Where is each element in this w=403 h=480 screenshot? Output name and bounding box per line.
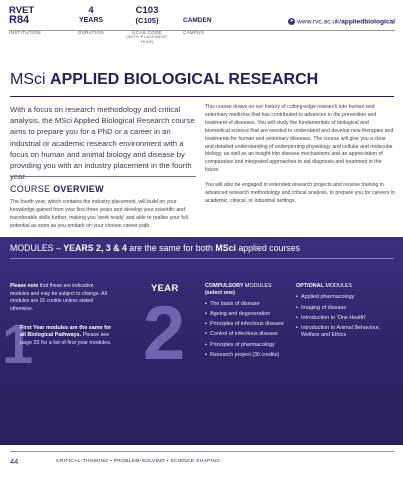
modules-heading-dash: – xyxy=(53,243,64,253)
list-item: • Introduction to 'One Health' xyxy=(296,315,396,322)
modules-heading xyxy=(10,243,300,253)
course-info-strip xyxy=(9,6,395,42)
ucas-code-sub: (WITH PLACEMENT YEAR) xyxy=(126,35,168,44)
list-item: • Introduction to Animal Behaviour, Welfare and Ethics xyxy=(296,325,396,340)
duration-unit: YEARS xyxy=(78,17,104,24)
overview-text: The fourth year, which contains the industry placement, will build on your knowledge gained from your first three years and develop your scientific and transferable skills further, making you 'work ready' and able to realise your full potential as soon as you embark on your chosen career path. xyxy=(10,199,188,229)
arrow-icon: ➤ xyxy=(289,18,294,24)
modules-heading-end: applied courses xyxy=(235,243,300,253)
overview-heading-prefix: COURSE xyxy=(10,184,51,194)
ucas-code-cell xyxy=(119,6,175,45)
compulsory-heading-bold: COMPULSORY xyxy=(205,283,244,289)
footer-divider xyxy=(10,451,394,452)
list-item: • Principles of infectious disease xyxy=(205,321,290,328)
overview-heading-bold: OVERVIEW xyxy=(53,184,104,194)
title-main: APPLIED BIOLOGICAL RESEARCH xyxy=(50,71,319,88)
right-paragraph-1: This course draws on our history of cutting-edge research into human and veterinary medicine that has contributed to advances in the prevention and treatment of diseases. You will study the fundamentals of biological and biomedical science that are needed to understand and develop new therapies and treatments for human and veterinary diseases. The course will give you a clear and detailed understanding of underpinning physiology and cellular and molecular biology, as well as an insight into disease mechanisms and an appreciation of comparative and integrated approaches to aid diagnosis and treatment in the future. xyxy=(205,104,394,174)
page-title xyxy=(10,71,318,89)
ucas-code: C103 xyxy=(135,5,159,16)
intro-paragraph: With a focus on research methodology and critical analysis, the MSci Applied Biological Research course aims to prepare you for a PhD or a career in an industrial or academic research environment with a focus on human and animal biology and disease by providing you with an industry placement in the fourth year. xyxy=(10,105,195,182)
list-item: • Control of infectious disease xyxy=(205,331,290,338)
title-divider xyxy=(10,96,394,97)
year-label: YEAR xyxy=(151,283,179,294)
duration-label: DURATION xyxy=(78,30,104,35)
compulsory-heading xyxy=(205,283,290,290)
list-item: • Principles of pharmacology xyxy=(205,342,290,349)
modules-heading-msci: MSci xyxy=(215,243,236,253)
list-item: • Imaging of disease xyxy=(296,305,396,312)
year-two-numeral: 2 xyxy=(143,291,186,376)
modules-heading-prefix: MODULES xyxy=(10,243,54,253)
website-link[interactable] xyxy=(288,18,395,25)
optional-modules xyxy=(296,283,396,343)
compulsory-list xyxy=(205,301,290,360)
modules-heading-mid: are the same for both xyxy=(126,243,216,253)
page-number: 44 xyxy=(10,457,19,466)
footer-tagline: CRITICAL-THINKING • PROBLEM-SOLVING • SCIENCE-SHAPING xyxy=(56,459,221,464)
compulsory-heading-thin: MODULES xyxy=(243,283,272,289)
first-year-bold: First Year modules are the same for all Biological Pathways. xyxy=(20,325,112,339)
institution-top: RVET xyxy=(9,5,35,16)
list-item: • Research project (30 credits) xyxy=(205,352,290,359)
first-year-note xyxy=(20,325,116,347)
first-year-text: Please see page 33 for a list of first year modules. xyxy=(20,332,112,346)
campus-label: CAMPUS xyxy=(183,30,205,35)
info-divider xyxy=(9,30,395,31)
campus-name: CAMDEN xyxy=(183,17,212,24)
right-paragraph-2: You will also be engaged in extended research projects and receive training in advanced research methodology and critical analysis, to prepare you for careers in academic, clinical, or industrial settings. xyxy=(205,182,395,204)
duration-number: 4 xyxy=(88,5,94,16)
optional-heading-bold: OPTIONAL xyxy=(296,283,324,289)
optional-heading-thin: MODULES xyxy=(323,283,353,289)
title-prefix: MSci xyxy=(10,71,46,88)
list-item: • The basis of disease xyxy=(205,301,290,308)
list-item: • Ageing and degeneration xyxy=(205,311,290,318)
year-one-numeral: 1 xyxy=(2,312,34,375)
ucas-code-alt: (C105) xyxy=(135,16,159,25)
modules-panel xyxy=(0,237,403,445)
compulsory-modules xyxy=(205,283,290,362)
modules-note xyxy=(10,283,110,313)
institution-label: INSTITUTION xyxy=(9,30,41,35)
optional-heading xyxy=(296,283,396,290)
overview-heading xyxy=(10,184,104,194)
modules-heading-years: YEARS 2, 3 & 4 xyxy=(63,243,127,253)
compulsory-sub: (select one) xyxy=(205,290,235,297)
modules-divider xyxy=(10,258,394,259)
note-bold: Please note xyxy=(10,283,39,289)
note-text: that these are indicative modules and may be subject to change. All modules are 15 credits unless stated otherwise. xyxy=(10,283,107,312)
intro-divider xyxy=(10,176,196,177)
ucas-code-label: UCAS CODE xyxy=(132,30,162,35)
right-column xyxy=(205,104,395,206)
list-item: • Applied pharmacology xyxy=(296,294,396,301)
optional-list xyxy=(296,294,396,339)
website-path: appliedbiological xyxy=(341,18,395,26)
institution-code: R84 xyxy=(9,14,30,26)
website-prefix: www.rvc.ac.uk/ xyxy=(297,18,342,26)
